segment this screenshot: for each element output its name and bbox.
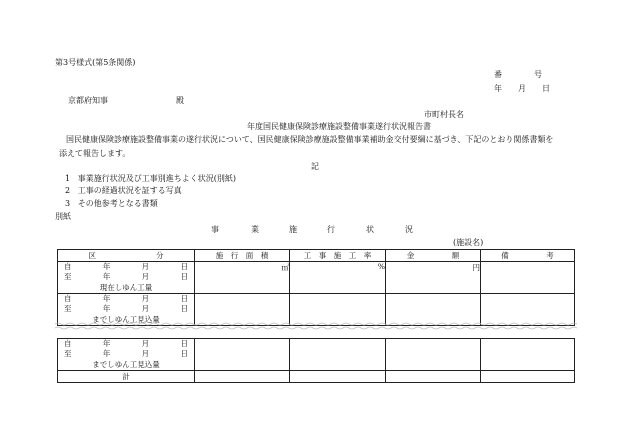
status-table [57,249,575,383]
area-cell [195,339,290,371]
item-text: その他参考となる書類 [77,199,158,208]
header-category: 区 分 [58,250,195,262]
addressee: 京都府知事 [68,96,108,105]
list-item [65,174,236,184]
remarks-cell [481,294,575,326]
sheet-title-char: 行 [327,225,335,234]
sender-name: 市町村長名 [424,110,464,119]
unit-yen: 円 [472,263,480,272]
period-to-cell: 至 年 月 日 [58,304,195,314]
header-remarks: 備 考 [481,250,575,262]
total-rate [290,371,386,383]
total-label: 計 [58,371,195,383]
rate-cell [290,339,386,371]
header-area: 施 行 面 積 [195,250,290,262]
planned-completion-label: までしゆん工見込量 [58,359,195,371]
item-number: 1 [65,174,71,183]
period-to-cell: 至 年 月 日 [58,349,195,359]
rate-cell [290,262,386,294]
header-amount: 金 額 [386,250,481,262]
rate-cell [290,294,386,326]
item-text: 事業施行状況及び工事別進ちよく状況(別紙) [77,174,236,183]
current-completion-label: 現在しゆん工量 [58,282,195,294]
body-line-2: 添えて報告します。 [59,149,131,158]
period-from-cell: 自 年 月 日 [58,294,195,305]
attachment-label: 別紙 [55,212,71,221]
period-from-cell: 自 年 月 日 [58,339,195,350]
period-from-cell: 自 年 月 日 [58,262,195,273]
body-line-1: 国民健康保険診療施設整備事業の遂行状況について、国民健康保険診療施設整備事業補助金交付要綱に基づき、下記のとおり関係書類を [66,135,554,144]
total-remarks [481,371,575,383]
sheet-title-char: 業 [251,225,259,234]
area-cell [195,262,290,294]
list-item [65,199,158,209]
unit-rate: % [377,262,385,271]
list-item [65,186,182,196]
sheet-title-char: 状 [366,225,374,234]
ki-label: 記 [311,162,319,171]
amount-cell [386,294,481,326]
amount-cell [386,339,481,371]
remarks-cell [481,339,575,371]
planned-completion-label: までしゆん工見込量 [58,314,195,326]
omission-wave [55,322,577,330]
sheet-title-char: 況 [405,225,413,234]
form-number: 第3号様式(第5条関係) [55,58,136,67]
period-to-cell: 至 年 月 日 [58,272,195,282]
item-number: 2 [65,186,71,195]
total-area [195,371,290,383]
report-title: 年度国民健康保険診療施設整備事業遂行状況報告書 [247,122,431,131]
unit-area: ㎡ [281,263,289,272]
facility-name-label: (施設名) [453,238,484,247]
item-number: 3 [65,199,71,208]
document-date: 年 月 日 [494,84,550,93]
area-cell [195,294,290,326]
document-number: 番 号 [494,70,542,79]
header-rate: 工 事 施 工 率 [290,250,386,262]
item-text: 工事の経過状況を証する写真 [77,186,182,195]
honorific: 殿 [176,96,184,105]
sheet-title-char: 施 [289,225,297,234]
amount-cell [386,262,481,294]
total-amount [386,371,481,383]
remarks-cell [481,262,575,294]
sheet-title-char: 事 [211,225,219,234]
